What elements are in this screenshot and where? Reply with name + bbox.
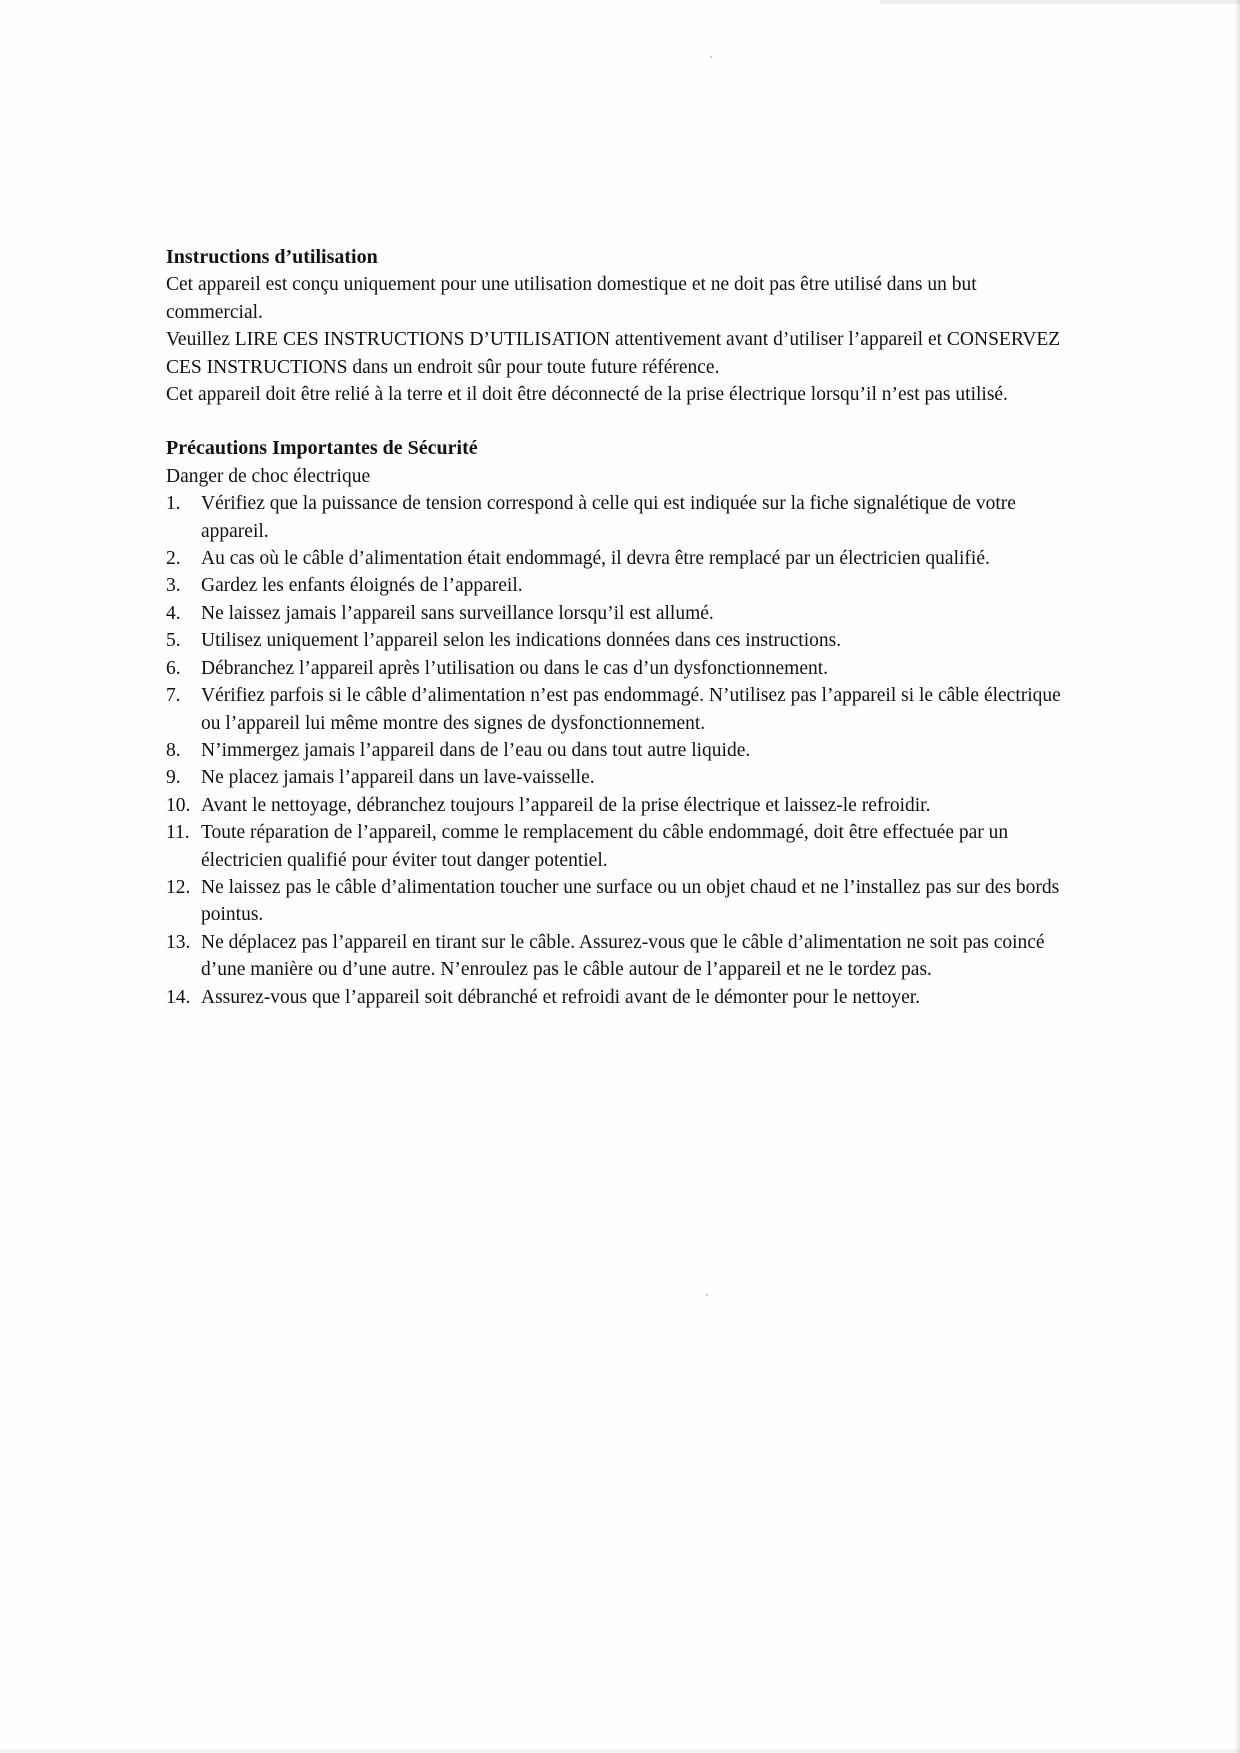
section-gap — [166, 408, 1066, 435]
list-item-text: Toute réparation de l’appareil, comme le remplacement du câble endommagé, doit être effectuée par un électricien qualifié pour éviter tout danger potentiel. — [201, 822, 1009, 871]
scan-edge-right — [1234, 0, 1240, 1753]
document-body — [166, 244, 1066, 1011]
list-item-number: 14. — [166, 986, 191, 1008]
scan-edge-top — [880, 0, 1240, 4]
list-item-number: 13. — [166, 931, 191, 953]
list-item — [166, 655, 1066, 682]
list-item-text: Ne laissez jamais l’appareil sans surveillance lorsqu’il est allumé. — [201, 602, 714, 624]
list-item-text: Assurez-vous que l’appareil soit débranché et refroidi avant de le démonter pour le nettoyer. — [201, 986, 921, 1008]
list-item — [166, 600, 1066, 627]
list-item-number: 3. — [166, 575, 181, 597]
list-item-number: 5. — [166, 630, 181, 652]
list-item — [166, 764, 1066, 791]
list-item-text: Ne laissez pas le câble d’alimentation toucher une surface ou un objet chaud et ne l’installez pas sur des bords pointus. — [201, 876, 1060, 926]
list-item — [166, 874, 1066, 929]
list-item-text: Au cas où le câble d’alimentation était endommagé, il devra être remplacé par un électricien qualifié. — [201, 548, 990, 570]
section-heading-instructions: Instructions d’utilisation — [166, 246, 378, 268]
paragraph-grounding: Cet appareil doit être relié à la terre et il doit être déconnecté de la prise électrique lorsqu’il n’est pas utilisé. — [166, 384, 1008, 406]
list-item-text: Débranchez l’appareil après l’utilisation ou dans le cas d’un dysfonctionnement. — [201, 657, 829, 679]
list-item-text: Ne placez jamais l’appareil dans un lave-vaisselle. — [201, 767, 595, 789]
list-item — [166, 627, 1066, 654]
list-item-number: 4. — [166, 602, 181, 624]
safety-precautions-list — [166, 490, 1066, 1011]
list-item-number: 12. — [166, 876, 191, 898]
list-item-text: Avant le nettoyage, débranchez toujours l’appareil de la prise électrique et laissez-le refroidir. — [201, 794, 931, 816]
list-item-number: 10. — [166, 794, 191, 816]
list-item-text: Vérifiez que la puissance de tension correspond à celle qui est indiquée sur la fiche signalétique de votre appareil. — [201, 493, 1016, 542]
list-item — [166, 572, 1066, 599]
list-item-number: 6. — [166, 657, 181, 679]
list-item-text: Vérifiez parfois si le câble d’alimentation n’est pas endommagé. N’utilisez pas l’appareil si le câble électrique ou l’appareil lui même montre des signes de dysfonctionnement. — [201, 685, 1061, 734]
list-item-text: N’immergez jamais l’appareil dans de l’eau ou dans tout autre liquide. — [201, 739, 751, 761]
list-item-number: 9. — [166, 767, 181, 789]
list-item-text: Ne déplacez pas l’appareil en tirant sur le câble. Assurez-vous que le câble d’alimentation ne soit pas coincé d’une manière ou d’une autre. N’enroulez pas le câble autour de l’appareil et ne le tordez pas. — [201, 931, 1045, 981]
list-item — [166, 737, 1066, 764]
list-item-text: Gardez les enfants éloignés de l’appareil. — [201, 575, 523, 597]
list-item — [166, 490, 1066, 545]
list-item — [166, 792, 1066, 819]
list-item — [166, 819, 1066, 874]
subheading-electric-shock: Danger de choc électrique — [166, 465, 371, 487]
list-item — [166, 929, 1066, 984]
scan-speck — [706, 1294, 708, 1296]
list-item — [166, 682, 1066, 737]
scan-edge-bottom — [0, 1749, 1240, 1753]
paragraph-usage: Cet appareil est conçu uniquement pour une utilisation domestique et ne doit pas être utilisé dans un but commercial. — [166, 274, 977, 323]
paragraph-read-instructions: Veuillez LIRE CES INSTRUCTIONS D’UTILISATION attentivement avant d’utiliser l’appareil et CONSERVEZ CES INSTRUCTIONS dans un endroit sûr pour toute future référence. — [166, 329, 1061, 378]
scan-speck — [710, 56, 712, 58]
list-item-text: Utilisez uniquement l’appareil selon les indications données dans ces instructions. — [201, 630, 842, 652]
list-item-number: 8. — [166, 739, 181, 761]
list-item-number: 1. — [166, 493, 181, 515]
list-item-number: 2. — [166, 548, 181, 570]
section-heading-safety: Précautions Importantes de Sécurité — [166, 437, 478, 460]
list-item — [166, 984, 1066, 1011]
list-item — [166, 545, 1066, 572]
list-item-number: 7. — [166, 685, 181, 707]
list-item-number: 11. — [166, 822, 190, 844]
